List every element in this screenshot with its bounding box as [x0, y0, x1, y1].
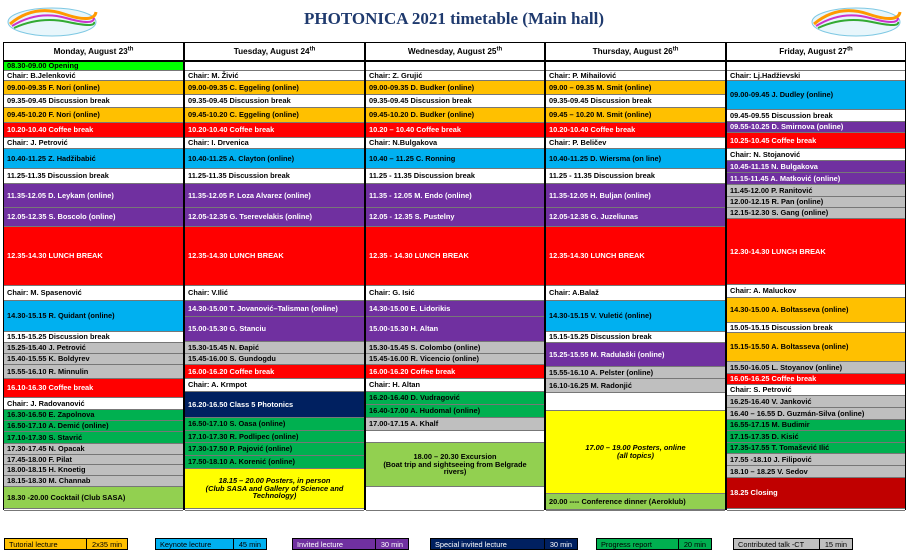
session-tut: 09.45-10.20 F. Nori (online) [4, 108, 183, 123]
session-coffee: 10.20-10.40 Coffee break [4, 123, 183, 138]
session-chair: Chair: V.Ilić [185, 286, 364, 301]
session-ct: 15.40-15.55 K. Boldyrev [4, 354, 183, 365]
legend-item-ct [733, 538, 853, 550]
session-prog: 17.30-17.50 P. Pajović (online) [185, 443, 364, 456]
session-ct: 16.10-16.25 M. Radonjić [546, 379, 725, 393]
session-chair: Chair: P. Mihailović [546, 71, 725, 81]
session-ct: 16.40 – 16.55 D. Guzmán-Silva (online) [727, 408, 905, 420]
page-title: PHOTONICA 2021 timetable (Main hall) [303, 9, 604, 28]
legend-label: Invited lecture [293, 539, 375, 549]
session-inv: 11.35-12.05 P. Loza Alvarez (online) [185, 184, 364, 208]
session-inv: 15.00-15.30 H. Altan [366, 317, 544, 342]
legend-item-inv [292, 538, 409, 550]
day-suffix: th [309, 46, 316, 53]
session-ct: 12.15-12.30 S. Gang (online) [727, 208, 905, 219]
session-key: 14.30-15.15 R. Quidant (online) [4, 301, 183, 332]
session-ct: 18.10 – 18.25 V. Sedov [727, 466, 905, 478]
session-chair: 11.25-11.35 Discussion break [4, 169, 183, 184]
session-coffee: 16.10-16.30 Coffee break [4, 379, 183, 398]
session-coffee: 10.20 – 10.40 Coffee break [366, 123, 544, 138]
day-header-wednesday [365, 42, 545, 61]
day-label: Monday, August 23 [53, 47, 128, 56]
empty-cell [366, 487, 544, 511]
empty-cell [4, 509, 183, 511]
session-spec: 16.20-16.50 Class 5 Photonics [185, 392, 364, 418]
legend-duration: 30 min [375, 539, 408, 549]
session-prog: 17.10-17.30 S. Stavrić [4, 432, 183, 444]
session-chair: Chair: J. Petrović [4, 138, 183, 149]
day-label: Wednesday, August 25 [407, 47, 497, 56]
timetable-grid [3, 42, 906, 510]
session-chair: Chair: B.Jelenković [4, 71, 183, 81]
session-chair: 15.05-15.15 Discussion break [727, 323, 905, 333]
session-ct: 15.25-15.40 J. Petrović [4, 343, 183, 354]
session-tut: 09.00-09.35 C. Eggeling (online) [185, 81, 364, 95]
session-coffee: 10.20-10.40 Coffee break [185, 123, 364, 138]
day-suffix: th [672, 46, 679, 53]
legend-item-tut [4, 538, 128, 550]
session-prog: 17.10-17.30 R. Podlipec (online) [185, 431, 364, 443]
session-chair: 09.45-09.55 Discussion break [727, 110, 905, 122]
session-social: 20.00 ---- Conference dinner (Aeroklub) [546, 494, 725, 510]
session-poster: 18.15 – 20.00 Posters, in person (Club SASA and Gallery of Science and Technology) [185, 469, 364, 509]
session-inv: 12.05-12.35 S. Boscolo (online) [4, 208, 183, 227]
day-header-monday [3, 42, 184, 61]
session-ct: 15.50-16.05 L. Stoyanov (online) [727, 362, 905, 374]
day-label: Thursday, August 26 [592, 47, 673, 56]
day-label: Tuesday, August 24 [233, 47, 310, 56]
session-poster: 17.00 – 19.00 Posters, online (all topics) [546, 411, 725, 494]
session-chair: 11.25 - 11.35 Discussion break [366, 169, 544, 184]
empty-cell [185, 62, 364, 71]
session-inv: 14.30-15.00 E. Lidorikis [366, 301, 544, 317]
session-chair: Chair: A.Balaž [546, 286, 725, 301]
legend-label: Keynote lecture [156, 539, 233, 549]
session-chair: 09.35-09.45 Discussion break [185, 95, 364, 108]
session-chair: Chair: P. Beličev [546, 138, 725, 149]
legend-label: Tutorial lecture [5, 539, 86, 549]
session-prog: 17.50-18.10 A. Korenić (online) [185, 456, 364, 469]
session-inv: 09.55-10.25 D. Smirnova (online) [727, 122, 905, 133]
empty-cell [546, 62, 725, 71]
session-inv: 10.45-11.15 N. Bulgakova [727, 161, 905, 173]
day-suffix: th [127, 46, 134, 53]
session-inv: 14.30-15.00 T. Jovanović–Talisman (online) [185, 301, 364, 317]
session-tut: 09.00 – 09.35 M. Smit (online) [546, 81, 725, 95]
session-lunch: 12.35-14.30 LUNCH BREAK [185, 227, 364, 286]
session-open: 08.30-09.00 Opening [4, 62, 183, 71]
legend-duration: 45 min [233, 539, 266, 549]
session-key: 10.40-11.25 A. Clayton (online) [185, 149, 364, 169]
session-coffee: 16.00-16.20 Coffee break [366, 365, 544, 379]
session-ct: 15.45-16.00 R. Vicencio (online) [366, 354, 544, 365]
session-coffee: 10.25-10.45 Coffee break [727, 133, 905, 149]
session-ct: 11.45-12.00 P. Ranitović [727, 185, 905, 197]
session-tut: 09.00-09.35 D. Budker (online) [366, 81, 544, 95]
session-tut: 09.45-10.20 C. Eggeling (online) [185, 108, 364, 123]
day-header-thursday [545, 42, 726, 61]
session-ct: 15.55-16.10 A. Pelster (online) [546, 367, 725, 379]
session-ct: 15.30-15.45 N. Đapić [185, 342, 364, 354]
legend-item-key [155, 538, 267, 550]
day-suffix: th [496, 46, 503, 53]
session-tut: 15.15-15.50 A. Boltasseva (online) [727, 333, 905, 362]
session-chair: Chair: N.Bulgakova [366, 138, 544, 149]
session-chair: Chair: Lj.Hadžievski [727, 71, 905, 81]
session-chair: Chair: G. Isić [366, 286, 544, 301]
session-chair: 11.25-11.35 Discussion break [185, 169, 364, 184]
session-ct: 17.00-17.15 A. Khalf [366, 418, 544, 431]
session-lunch: 12.35-14.30 LUNCH BREAK [546, 227, 725, 286]
empty-cell [185, 509, 364, 511]
legend-duration: 15 min [819, 539, 852, 549]
empty-cell [366, 431, 544, 443]
legend-item-spec [430, 538, 578, 550]
session-chair: Chair: A. Krmpot [185, 379, 364, 392]
session-ct: 16.25-16.40 V. Janković [727, 396, 905, 408]
session-social: 18.30 -20.00 Cocktail (Club SASA) [4, 487, 183, 509]
session-tut: 09.45-10.20 D. Budker (online) [366, 108, 544, 123]
session-chair: Chair: Z. Grujić [366, 71, 544, 81]
session-chair: 11.25 - 11.35 Discussion break [546, 169, 725, 184]
empty-cell [366, 62, 544, 71]
session-coffee: 16.05-16.25 Coffee break [727, 374, 905, 385]
session-prog: 17.35-17.55 T. Tomašević Ilić [727, 443, 905, 454]
session-prog: 16.50-17.10 S. Oasa (online) [185, 418, 364, 431]
session-chair: Chair: I. Drvenica [185, 138, 364, 149]
session-lunch: 12.35-14.30 LUNCH BREAK [4, 227, 183, 286]
day-header-friday [726, 42, 906, 61]
session-chair: Chair: H. Altan [366, 379, 544, 392]
empty-cell [727, 62, 905, 71]
legend-item-prog [596, 538, 712, 550]
session-inv: 11.15-11.45 A. Matković (online) [727, 173, 905, 185]
session-key: 10.40-11.25 Z. Hadžibabić [4, 149, 183, 169]
day-column-monday [3, 61, 184, 510]
session-chair: 15.15-15.25 Discussion break [546, 332, 725, 343]
session-ct: 17.45-18.00 F. Pilat [4, 455, 183, 465]
session-coffee: 10.20-10.40 Coffee break [546, 123, 725, 138]
session-inv: 12.05-12.35 G. Tserevelakis (online) [185, 208, 364, 227]
session-ct: 18.00-18.15 H. Knoetig [4, 465, 183, 476]
session-inv: 12.05 - 12.35 S. Pustelny [366, 208, 544, 227]
session-close: 18.25 Closing [727, 478, 905, 509]
session-inv: 11.35-12.05 H. Buljan (online) [546, 184, 725, 208]
session-prog: 17.15-17.35 D. Kisić [727, 431, 905, 443]
session-inv: 11.35-12.05 D. Leykam (online) [4, 184, 183, 208]
session-inv: 11.35 - 12.05 M. Endo (online) [366, 184, 544, 208]
session-lunch: 12.30-14.30 LUNCH BREAK [727, 219, 905, 285]
session-key: 10.40-11.25 D. Wiersma (on line) [546, 149, 725, 169]
session-chair: Chair: A. Maluckov [727, 285, 905, 298]
session-inv: 12.05-12.35 G. Juzeliunas [546, 208, 725, 227]
day-column-wednesday [365, 61, 545, 510]
session-key: 14.30-15.15 V. Vuletić (online) [546, 301, 725, 332]
legend-label: Contributed talk -CT [734, 539, 819, 549]
day-label: Friday, August 27 [779, 47, 848, 56]
session-tut: 14.30-15.00 A. Boltasseva (online) [727, 298, 905, 323]
session-prog: 16.30-16.50 E. Zapolnova [4, 410, 183, 421]
session-ct: 15.45-16.00 S. Gundogdu [185, 354, 364, 365]
session-social: 18.00 – 20.30 Excursion (Boat trip and sightseeing from Belgrade rivers) [366, 443, 544, 487]
empty-cell [546, 393, 725, 411]
session-ct: 17.55 -18.10 J. Filipović [727, 454, 905, 466]
legend-label: Progress report [597, 539, 678, 549]
session-prog: 16.50-17.10 A. Demić (online) [4, 421, 183, 432]
session-coffee: 16.00-16.20 Coffee break [185, 365, 364, 379]
session-prog: 16.55-17.15 M. Budimir [727, 420, 905, 431]
session-chair: Chair: M. Živić [185, 71, 364, 81]
session-prog: 16.20-16.40 D. Vudragović [366, 392, 544, 405]
session-key: 09.00-09.45 J. Dudley (online) [727, 81, 905, 110]
session-ct: 18.15-18.30 M. Channab [4, 476, 183, 487]
day-suffix: th [847, 46, 853, 53]
session-prog: 16.40-17.00 A. Hudomal (online) [366, 405, 544, 418]
session-ct: 15.30-15.45 S. Colombo (online) [366, 342, 544, 354]
legend-duration: 20 min [678, 539, 711, 549]
session-lunch: 12.35 - 14.30 LUNCH BREAK [366, 227, 544, 286]
session-chair: 09.35-09.45 Discussion break [4, 95, 183, 108]
session-chair: Chair: N. Stojanović [727, 149, 905, 161]
session-tut: 09.00-09.35 F. Nori (online) [4, 81, 183, 95]
session-chair: 15.15-15.25 Discussion break [4, 332, 183, 343]
session-chair: 09.35-09.45 Discussion break [366, 95, 544, 108]
day-column-thursday [545, 61, 726, 510]
legend-duration: 2x35 min [86, 539, 127, 549]
day-column-tuesday [184, 61, 365, 510]
empty-cell [727, 509, 905, 511]
session-ct: 15.55-16.10 R. Minnulin [4, 365, 183, 379]
session-tut: 09.45 – 10.20 M. Smit (online) [546, 108, 725, 123]
legend-label: Special invited lecture [431, 539, 544, 549]
session-ct: 12.00-12.15 R. Pan (online) [727, 197, 905, 208]
session-key: 10.40 – 11.25 C. Ronning [366, 149, 544, 169]
session-chair: Chair: J. Radovanović [4, 398, 183, 410]
session-chair: 09.35-09.45 Discussion break [546, 95, 725, 108]
session-chair: Chair: S. Petrović [727, 385, 905, 396]
session-ct: 17.30-17.45 N. Opacak [4, 444, 183, 455]
session-chair: Chair: M. Spasenović [4, 286, 183, 301]
day-header-tuesday [184, 42, 365, 61]
session-inv: 15.25-15.55 M. Radulaški (online) [546, 343, 725, 367]
day-column-friday [726, 61, 906, 510]
empty-cell [546, 510, 725, 511]
session-inv: 15.00-15.30 G. Stanciu [185, 317, 364, 342]
legend-duration: 30 min [544, 539, 577, 549]
